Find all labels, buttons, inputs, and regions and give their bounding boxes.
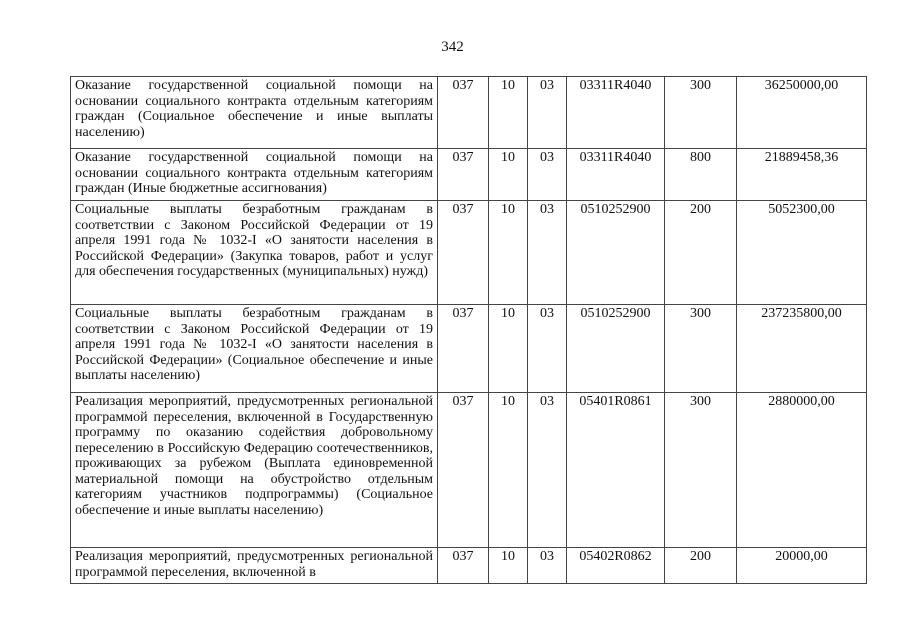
table-row: [71, 305, 867, 393]
expense-type-code: 800: [665, 149, 737, 201]
subsection-code: 03: [528, 149, 567, 201]
ministry-code: 037: [438, 77, 489, 149]
amount-value: 5052300,00: [737, 201, 867, 305]
target-article-code: 03311R4040: [567, 149, 665, 201]
section-code: 10: [489, 77, 528, 149]
amount-value: 21889458,36: [737, 149, 867, 201]
expense-type-code: 200: [665, 548, 737, 584]
expense-type-code: 200: [665, 201, 737, 305]
row-description: Социальные выплаты безработным гражданам в соответствии с Законом Российской Федерации от 19 апреля 1991 года № 1032-I «О занятости населения в Российской Федерации» (Закупка товаров, работ и услуг для обеспечения государственных (муниципальных) нужд): [71, 201, 438, 305]
row-description: Социальные выплаты безработным гражданам в соответствии с Законом Российской Федерации от 19 апреля 1991 года № 1032-I «О занятости населения в Российской Федерации» (Социальное обеспечение и иные выплаты населению): [71, 305, 438, 393]
target-article-code: 05401R0861: [567, 393, 665, 548]
subsection-code: 03: [528, 305, 567, 393]
expense-type-code: 300: [665, 305, 737, 393]
budget-table: [70, 76, 867, 584]
section-code: 10: [489, 548, 528, 584]
subsection-code: 03: [528, 548, 567, 584]
ministry-code: 037: [438, 393, 489, 548]
section-code: 10: [489, 201, 528, 305]
table-row: [71, 393, 867, 548]
ministry-code: 037: [438, 305, 489, 393]
ministry-code: 037: [438, 149, 489, 201]
target-article-code: 0510252900: [567, 305, 665, 393]
ministry-code: 037: [438, 548, 489, 584]
row-description: Оказание государственной социальной помощи на основании социального контракта отдельным категориям граждан (Иные бюджетные ассигнования): [71, 149, 438, 201]
row-description: Оказание государственной социальной помощи на основании социального контракта отдельным категориям граждан (Социальное обеспечение и иные выплаты населению): [71, 77, 438, 149]
subsection-code: 03: [528, 201, 567, 305]
row-description: Реализация мероприятий, предусмотренных региональной программой переселения, включенной в: [71, 548, 438, 584]
page-number: 342: [441, 39, 464, 55]
target-article-code: 0510252900: [567, 201, 665, 305]
section-code: 10: [489, 305, 528, 393]
table-row: [71, 201, 867, 305]
row-description: Реализация мероприятий, предусмотренных региональной программой переселения, включенной в Государственную программу по оказанию содействия добровольному переселению в Российскую Федерацию соотечественников, проживающих за рубежом (Выплата единовременной материальной помощи на обустройство отдельным категориям участников подпрограммы) (Социальное обеспечение и иные выплаты населению): [71, 393, 438, 548]
subsection-code: 03: [528, 77, 567, 149]
expense-type-code: 300: [665, 77, 737, 149]
target-article-code: 05402R0862: [567, 548, 665, 584]
section-code: 10: [489, 393, 528, 548]
expense-type-code: 300: [665, 393, 737, 548]
amount-value: 20000,00: [737, 548, 867, 584]
amount-value: 36250000,00: [737, 77, 867, 149]
target-article-code: 03311R4040: [567, 77, 665, 149]
ministry-code: 037: [438, 201, 489, 305]
table-row: [71, 548, 867, 584]
subsection-code: 03: [528, 393, 567, 548]
table-row: [71, 77, 867, 149]
amount-value: 2880000,00: [737, 393, 867, 548]
table-row: [71, 149, 867, 201]
amount-value: 237235800,00: [737, 305, 867, 393]
section-code: 10: [489, 149, 528, 201]
